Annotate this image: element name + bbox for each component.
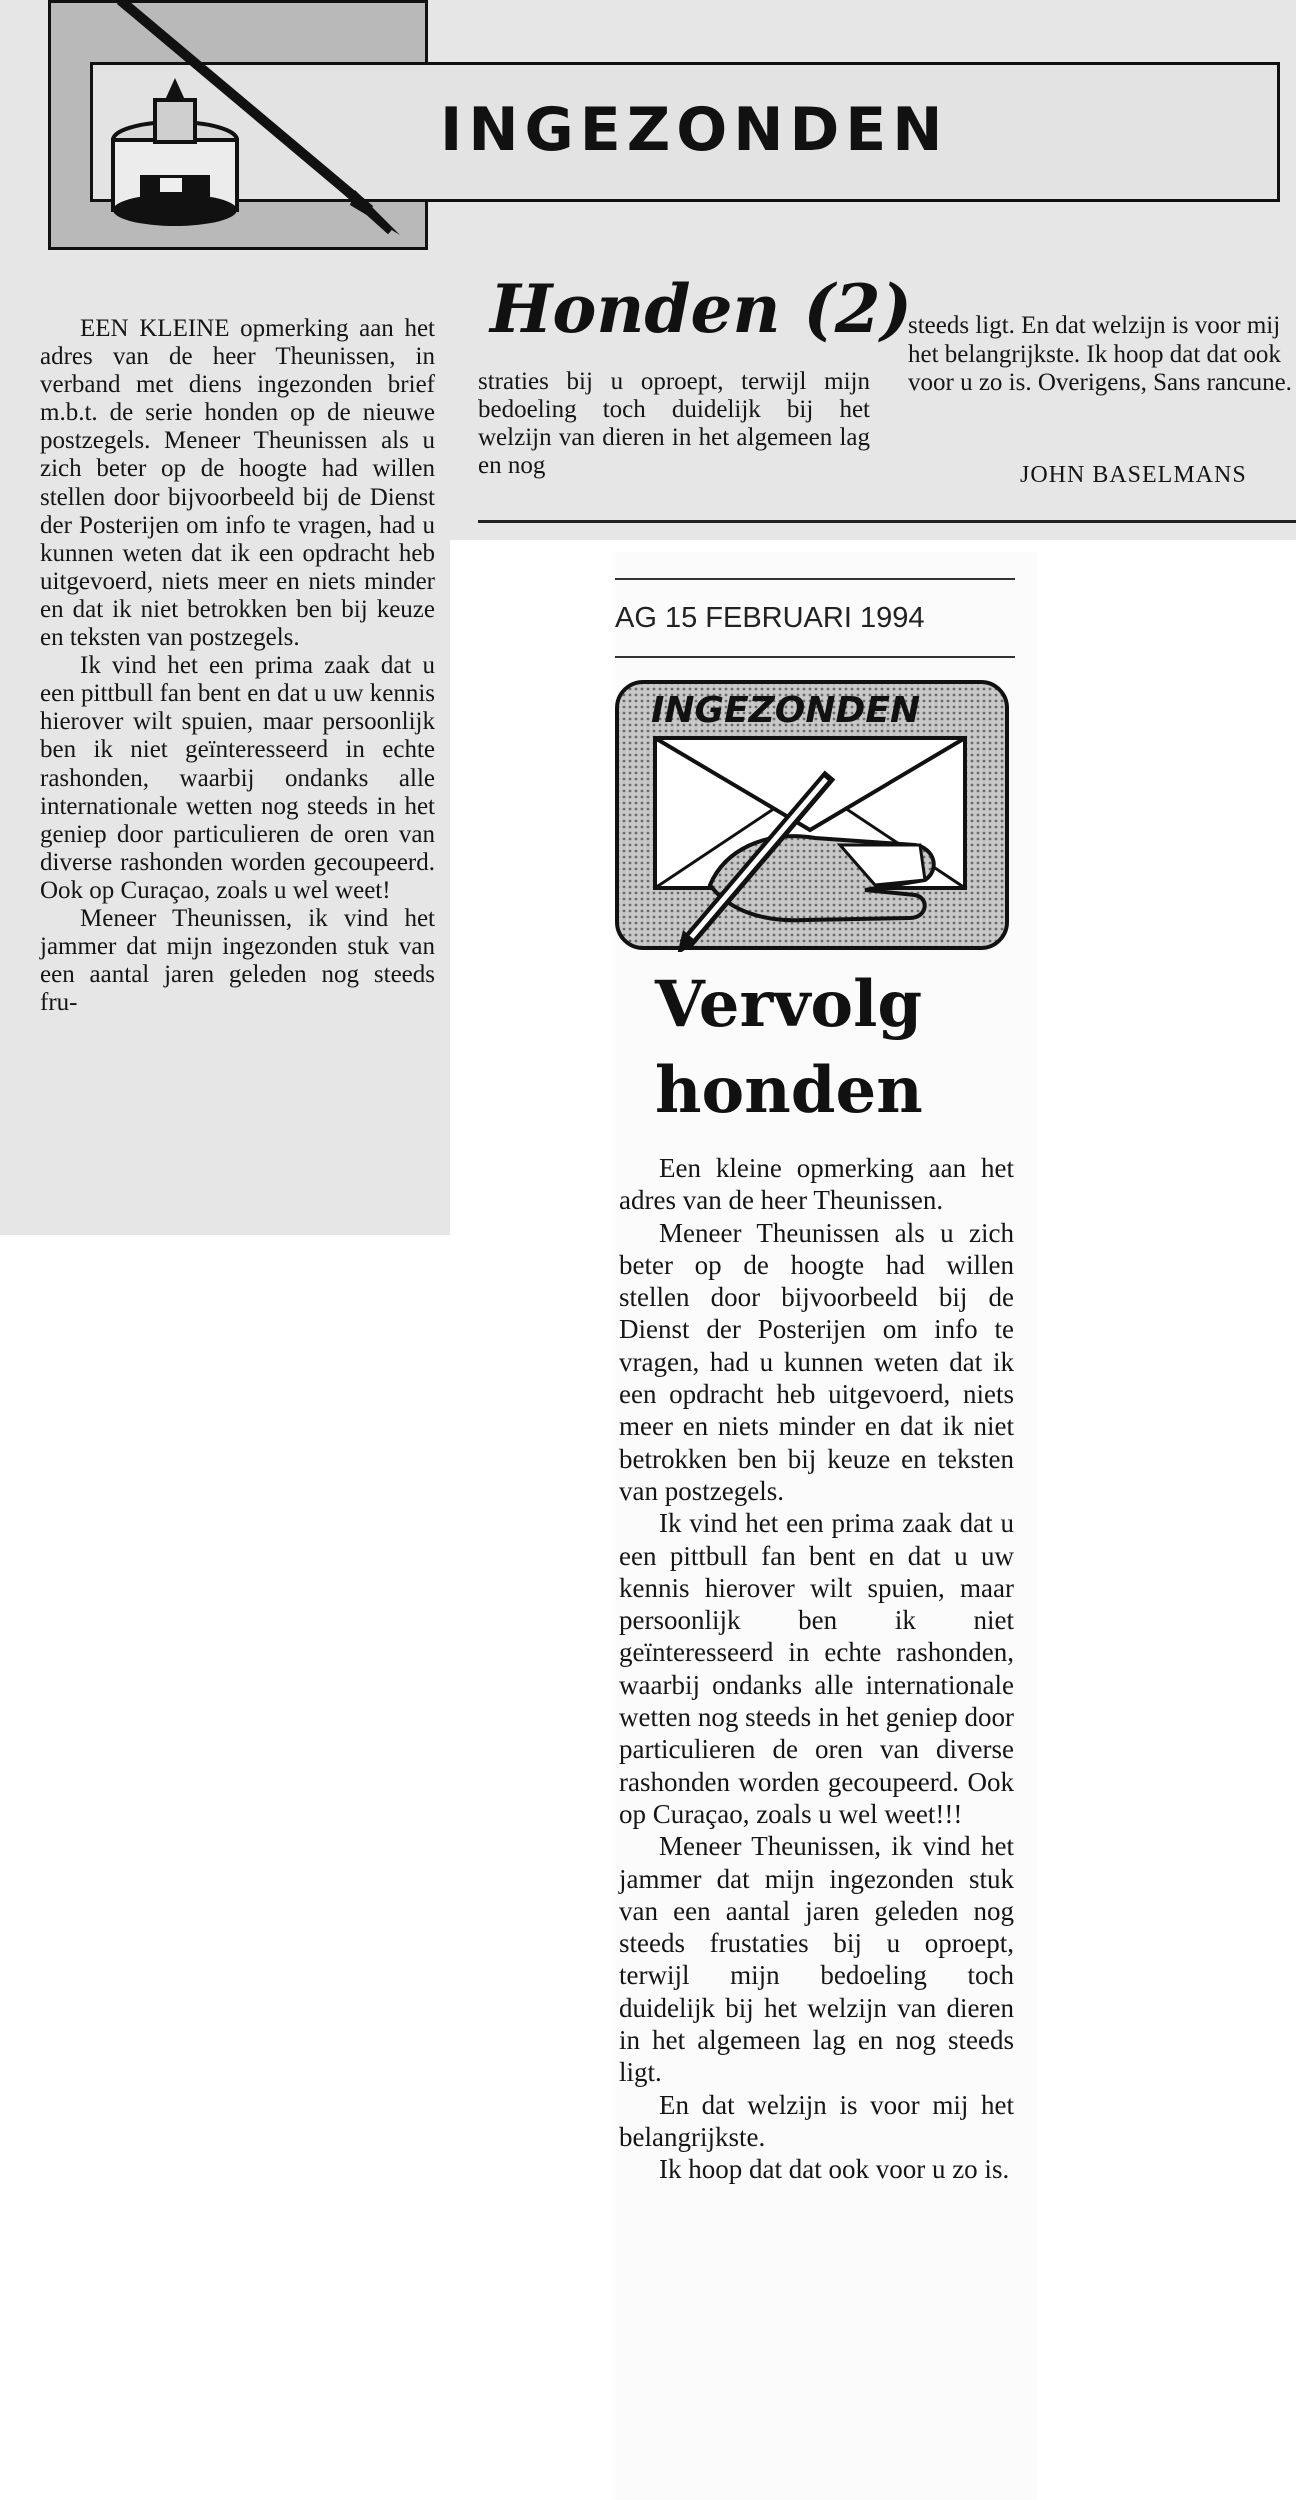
article-headline: Honden (2) [490, 270, 912, 348]
divider-rule [478, 520, 1296, 523]
author-signature: JOHN BASELMANS [1020, 462, 1247, 488]
paragraph: straties bij u oproept, terwijl mijn bedoeling toch duidelijk bij het welzijn van dieren in het algemeen lag en nog [478, 368, 870, 479]
paragraph-text: opmerking aan het adres van de heer Theunissen, in verband met diens ingezonden brief m.b.t. de serie honden op de nieuwe postzegels. Meneer Theunissen als u zich beter op de hoogte had willen stellen door bijvoorbeeld bij de Dienst der Posterijen om info te vragen, had u kunnen weten dat ik een opdracht heb uitgevoerd, niets meer en niets minder en dat ik niet betrokken ben bij keuze en teksten van postzegels. [40, 315, 435, 652]
dateline: AG 15 FEBRUARI 1994 [615, 602, 925, 634]
paragraph: Een kleine opmerking aan het adres van de heer Theunissen. [619, 1153, 1014, 1216]
divider-rule [615, 578, 1015, 580]
paragraph: En dat welzijn is voor mij het belangrijkste. [619, 2089, 1014, 2152]
headline-line: honden [655, 1053, 923, 1128]
paragraph: Meneer Theunissen als u zich beter op de hoogte had willen stellen door bijvoorbeeld bij de Dienst der Posterijen om info te vragen, had u kunnen weten dat ik een opdracht heb uitgevoerd, niets meer en niets minder en dat ik niet betrokken ben bij keuze en teksten van postzegels. [619, 1217, 1014, 1506]
divider-rule [615, 656, 1015, 658]
newspaper-clipping-2 [615, 552, 1037, 2500]
logo-label: INGEZONDEN [651, 690, 921, 731]
article-column-1 [40, 315, 435, 1017]
paragraph: Meneer Theunissen, ik vind het jammer dat mijn ingezonden stuk van een aantal jaren geleden nog steeds fru- [40, 904, 435, 1017]
masthead-title: INGEZONDEN [440, 95, 949, 165]
article-column-3 [908, 312, 1296, 398]
article-headline [655, 962, 923, 1134]
inkwell-pen-icon [100, 0, 430, 240]
lead-caps: EEN KLEINE [80, 315, 230, 342]
paragraph: Ik vind het een prima zaak dat u een pittbull fan bent en dat u uw kennis hierover wilt spuien, maar persoonlijk ben ik niet geïnteresseerd in echte rashonden, waarbij ondanks alle internationale wetten nog steeds in het geniep door particulieren de oren van diverse rashonden worden gecoupeerd. Ook op Curaçao, zoals u wel weet! [40, 652, 435, 904]
paragraph: Ik hoop dat dat ook voor u zo is. [659, 2154, 1010, 2185]
paragraph: Ik vind het een prima zaak dat u een pittbull fan bent en dat u uw kennis hierover wilt spuien, maar persoonlijk ben ik niet geïnteresseerd in echte rashonden, waarbij ondanks alle internationale wetten nog steeds in het geniep door particulieren de oren van diverse rashonden worden gecoupeerd. Ook op Curaçao, zoals u wel weet!!! [619, 1508, 1014, 1829]
paragraph [40, 315, 435, 652]
headline-line: Vervolg [655, 967, 923, 1042]
letter-writing-logo-icon [615, 680, 1015, 952]
paragraph: Meneer Theunissen, ik vind het jammer dat mijn ingezonden stuk van een aantal jaren geleden nog steeds frustaties bij u oproept, terwijl mijn bedoeling toch duidelijk bij het welzijn van dieren in het algemeen lag en nog steeds ligt. [619, 1831, 1014, 2088]
article-column-2 [478, 368, 870, 480]
article-body [619, 1152, 1014, 2186]
paragraph: steeds ligt. En dat welzijn is voor mij het belangrijkste. Ik hoop dat dat ook voor u zo is. Overigens, Sans rancune. [908, 312, 1292, 396]
